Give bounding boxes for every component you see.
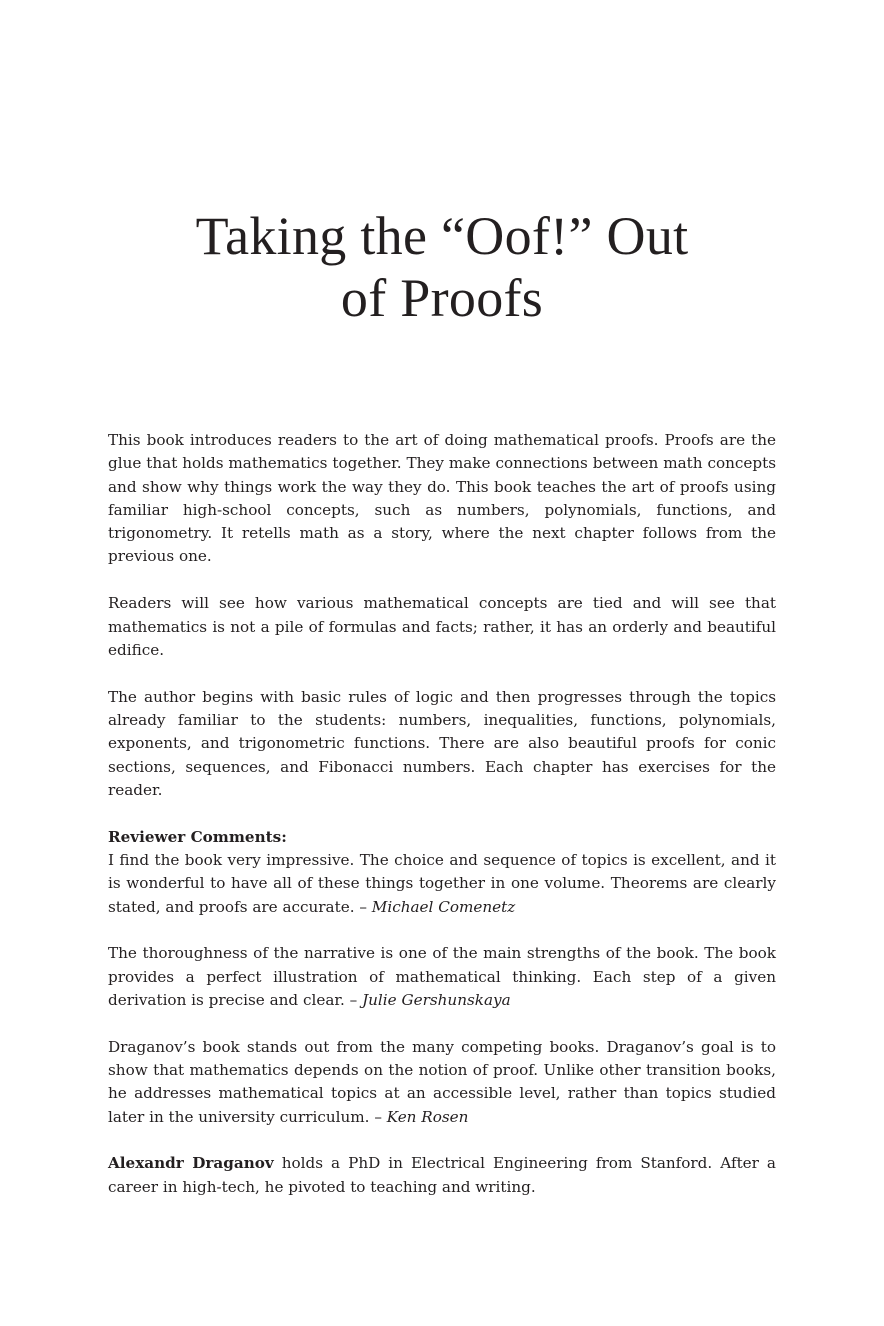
review-3 <box>108 1036 776 1129</box>
description-paragraph-3: The author begins with basic rules of logic and then progresses through the topics already familiar to the students: numbers, inequalities, functions, polynomials, exponents, and trigonometric functions. There are also beautiful proofs for conic sections, sequences, and Fibonacci numbers. Each chapter has exercises for the reader. <box>108 687 776 799</box>
review-2-text: The thoroughness of the narrative is one of the main strengths of the book. The book provides a perfect illustration of mathematical thinking. Each step of a given derivation is precise and clear. – <box>108 944 776 1009</box>
review-1 <box>108 826 776 919</box>
review-1-author: Michael Comenetz <box>371 897 516 916</box>
review-1-text: I find the book very impressive. The choice and sequence of topics is excellent, and it is wonderful to have all of these things together in one volume. Theorems are clearly stated, and proofs are accurate. – <box>108 850 776 916</box>
reviewer-comments-heading: Reviewer Comments: <box>108 827 287 846</box>
author-bio-text: holds a PhD in Electrical Engineering from Stanford. After a career in high-tech, he pivoted to teaching and writing. <box>108 1154 776 1196</box>
review-3-author: Ken Rosen <box>386 1107 469 1126</box>
description-paragraph-2: Readers will see how various mathematical concepts are tied and will see that mathematics is not a pile of formulas and facts; rather, it has an orderly and beautiful edifice. <box>108 594 776 659</box>
author-bio <box>108 1152 776 1199</box>
description-paragraph-1: This book introduces readers to the art of doing mathematical proofs. Proofs are the glue that holds mathematics together. They make connections between math concepts and show why things work the way they do. This book teaches the art of proofs using familiar high-school concepts, such as numbers, polynomials, functions, and trigonometry. It retells math as a story, where the next chapter follows from the previous one. <box>108 431 776 566</box>
author-name: Alexandr Draganov <box>108 1154 274 1173</box>
book-title-line-1: Taking the “Oof!” Out <box>195 206 689 266</box>
review-2-author: Julie Gershunskaya <box>362 990 511 1009</box>
review-3-text: Draganov’s book stands out from the many competing books. Draganov’s goal is to show that mathematics depends on the notion of proof. Unlike other transition books, he addresses mathematical topics at an accessible level, rather than topics studied later in the university curriculum. – <box>108 1037 776 1126</box>
book-title-line-2: of Proofs <box>340 268 544 328</box>
description-body <box>108 429 776 1199</box>
review-2 <box>108 942 776 1012</box>
book-title <box>0 205 884 329</box>
